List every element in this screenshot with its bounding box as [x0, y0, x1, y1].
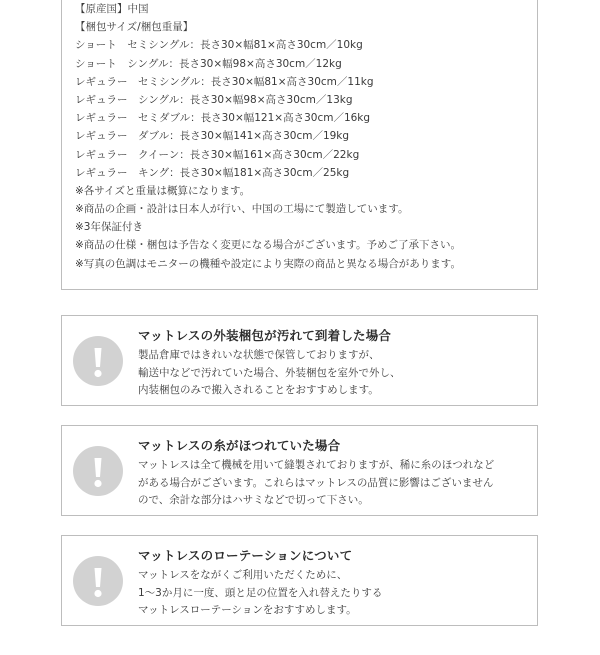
spec-note-weight: ※各サイズと重量は概算になります。: [75, 184, 251, 197]
product-spec-box: [61, 0, 538, 290]
notice-line: マットレスは全て機械を用いて縫製されておりますが、稀に糸のほつれなど: [138, 459, 495, 471]
spec-line-regular-double: レギュラー ダブル：長さ30×幅141×高さ30cm／19kg: [75, 130, 350, 143]
spec-line-regular-king: レギュラー キング：長さ30×幅181×高さ30cm／25kg: [75, 166, 350, 179]
notice-rotation: [61, 535, 538, 626]
notice-body: [138, 457, 494, 510]
notice-loose-thread: [61, 425, 538, 516]
spec-line-regular-semi-single: レギュラー セミシングル：長さ30×幅81×高さ30cm／11kg: [75, 75, 374, 88]
notice-dirty-packaging: [61, 315, 538, 406]
notice-title: マットレスの糸がほつれていた場合: [138, 438, 341, 453]
spec-line-package-heading: 【梱包サイズ/梱包重量】: [75, 21, 194, 34]
spec-line-regular-semi-double: レギュラー セミダブル：長さ30×幅121×高さ30cm／16kg: [75, 112, 371, 125]
spec-note-warranty: ※3年保証付き: [75, 221, 143, 234]
spec-line-regular-single: レギュラー シングル：長さ30×幅98×高さ30cm／13kg: [75, 93, 353, 106]
spec-note-change: ※商品の仕様・梱包は予告なく変更になる場合がございます。予めご了承下さい。: [75, 239, 461, 252]
notice-line: がある場合がございます。これらはマットレスの品質に影響はございません: [138, 476, 494, 489]
notice-line: 輸送中などで汚れていた場合、外装梱包を室外で外し、: [138, 366, 401, 379]
spec-list: [75, 0, 461, 273]
spec-line-regular-queen: レギュラー クイーン：長さ30×幅161×高さ30cm／22kg: [75, 148, 360, 161]
spec-line-origin: 【原産国】中国: [75, 3, 149, 15]
spec-note-design: ※商品の企画・設計は日本人が行い、中国の工場にて製造しています。: [75, 203, 409, 216]
exclamation-icon: [73, 336, 123, 386]
notice-line: 1〜3か月に一度、頭と足の位置を入れ替えたりする: [138, 586, 383, 599]
notice-line: マットレスローテーションをおすすめします。: [138, 604, 357, 616]
spec-note-color: ※写真の色調はモニターの機種や設定により実際の商品と異なる場合があります。: [75, 257, 461, 270]
notice-title: マットレスの外装梱包が汚れて到着した場合: [138, 328, 392, 343]
notice-line: ので、余計な部分はハサミなどで切って下さい。: [138, 494, 369, 506]
notice-body: [138, 347, 401, 400]
exclamation-icon: [73, 446, 123, 496]
notice-title: マットレスのローテーションについて: [138, 548, 353, 563]
notice-line: 製品倉庫ではきれいな状態で保管しておりますが、: [138, 349, 380, 361]
notice-line: 内装梱包のみで搬入されることをおすすめします。: [138, 384, 379, 396]
notice-body: [138, 567, 382, 620]
spec-line-short-semi-single: ショート セミシングル：長さ30×幅81×高さ30cm／10kg: [75, 39, 363, 52]
exclamation-icon: [73, 556, 123, 606]
spec-line-short-single: ショート シングル：長さ30×幅98×高さ30cm／12kg: [75, 57, 342, 70]
notice-line: マットレスをながくご利用いただくために、: [138, 569, 348, 581]
